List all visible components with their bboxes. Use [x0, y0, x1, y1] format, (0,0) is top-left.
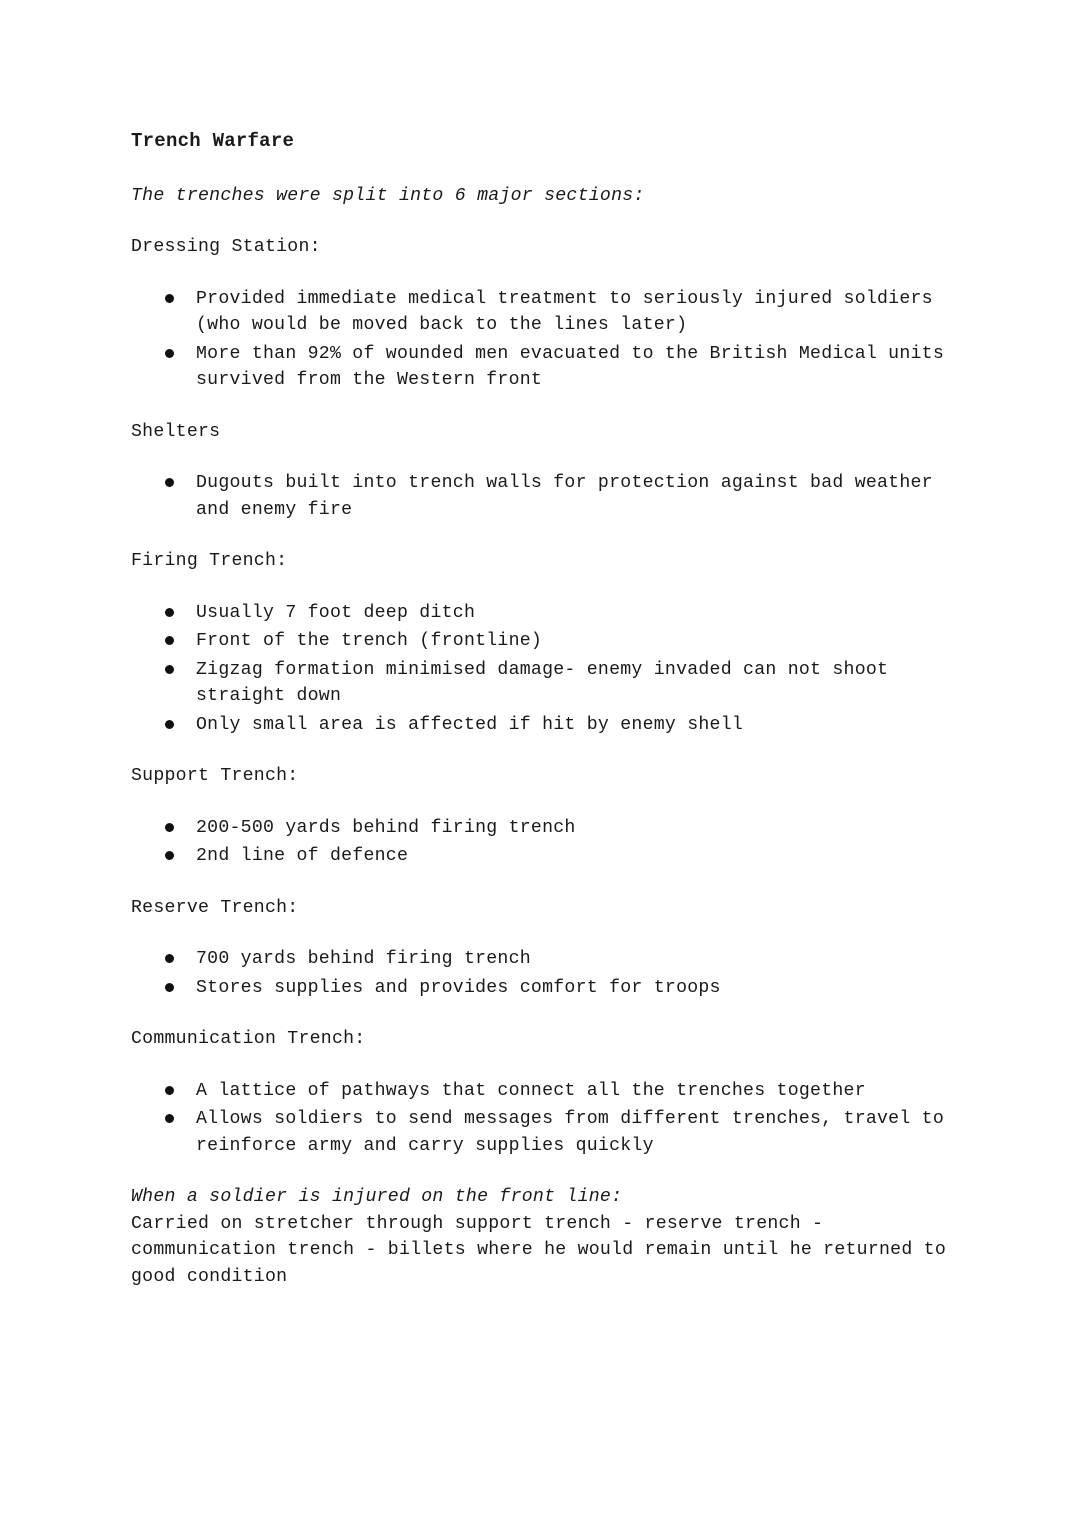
intro-text: The trenches were split into 6 major sections: — [131, 185, 645, 206]
shelters-list — [131, 470, 971, 523]
list-item: 700 yards behind firing trench — [196, 946, 971, 973]
section-heading-communication-trench: Communication Trench: — [131, 1029, 366, 1049]
communication-trench-list — [131, 1078, 971, 1160]
list-item: Zigzag formation minimised damage- enemy invaded can not shoot straight down — [196, 657, 971, 710]
list-item: Front of the trench (frontline) — [196, 628, 971, 655]
section-heading-dressing-station: Dressing Station: — [131, 237, 321, 257]
injury-heading: When a soldier is injured on the front line: — [131, 1187, 623, 1207]
section-heading-firing-trench: Firing Trench: — [131, 551, 288, 571]
dressing-station-list — [131, 286, 971, 394]
firing-trench-list — [131, 600, 971, 739]
list-item: Dugouts built into trench walls for protection against bad weather and enemy fire — [196, 470, 971, 523]
list-item: A lattice of pathways that connect all the trenches together — [196, 1078, 971, 1105]
section-heading-shelters: Shelters — [131, 421, 221, 442]
list-item: Usually 7 foot deep ditch — [196, 600, 971, 627]
page-title: Trench Warfare — [131, 130, 295, 152]
section-heading-support-trench: Support Trench: — [131, 766, 299, 786]
list-item: Allows soldiers to send messages from different trenches, travel to reinforce army and carry supplies quickly — [196, 1106, 971, 1159]
list-item: Stores supplies and provides comfort for troops — [196, 975, 971, 1002]
list-item: Only small area is affected if hit by enemy shell — [196, 712, 971, 739]
list-item: More than 92% of wounded men evacuated to the British Medical units survived from the Western front — [196, 341, 971, 394]
reserve-trench-list — [131, 946, 971, 1001]
section-heading-reserve-trench: Reserve Trench: — [131, 897, 299, 918]
list-item: 2nd line of defence — [196, 843, 971, 870]
support-trench-list — [131, 815, 971, 870]
injury-text: Carried on stretcher through support trench - reserve trench - communication trench - billets where he would remain until he returned to good condition — [131, 1213, 946, 1287]
document-page — [131, 128, 971, 1290]
list-item: Provided immediate medical treatment to seriously injured soldiers (who would be moved back to the lines later) — [196, 286, 971, 339]
list-item: 200-500 yards behind firing trench — [196, 815, 971, 842]
